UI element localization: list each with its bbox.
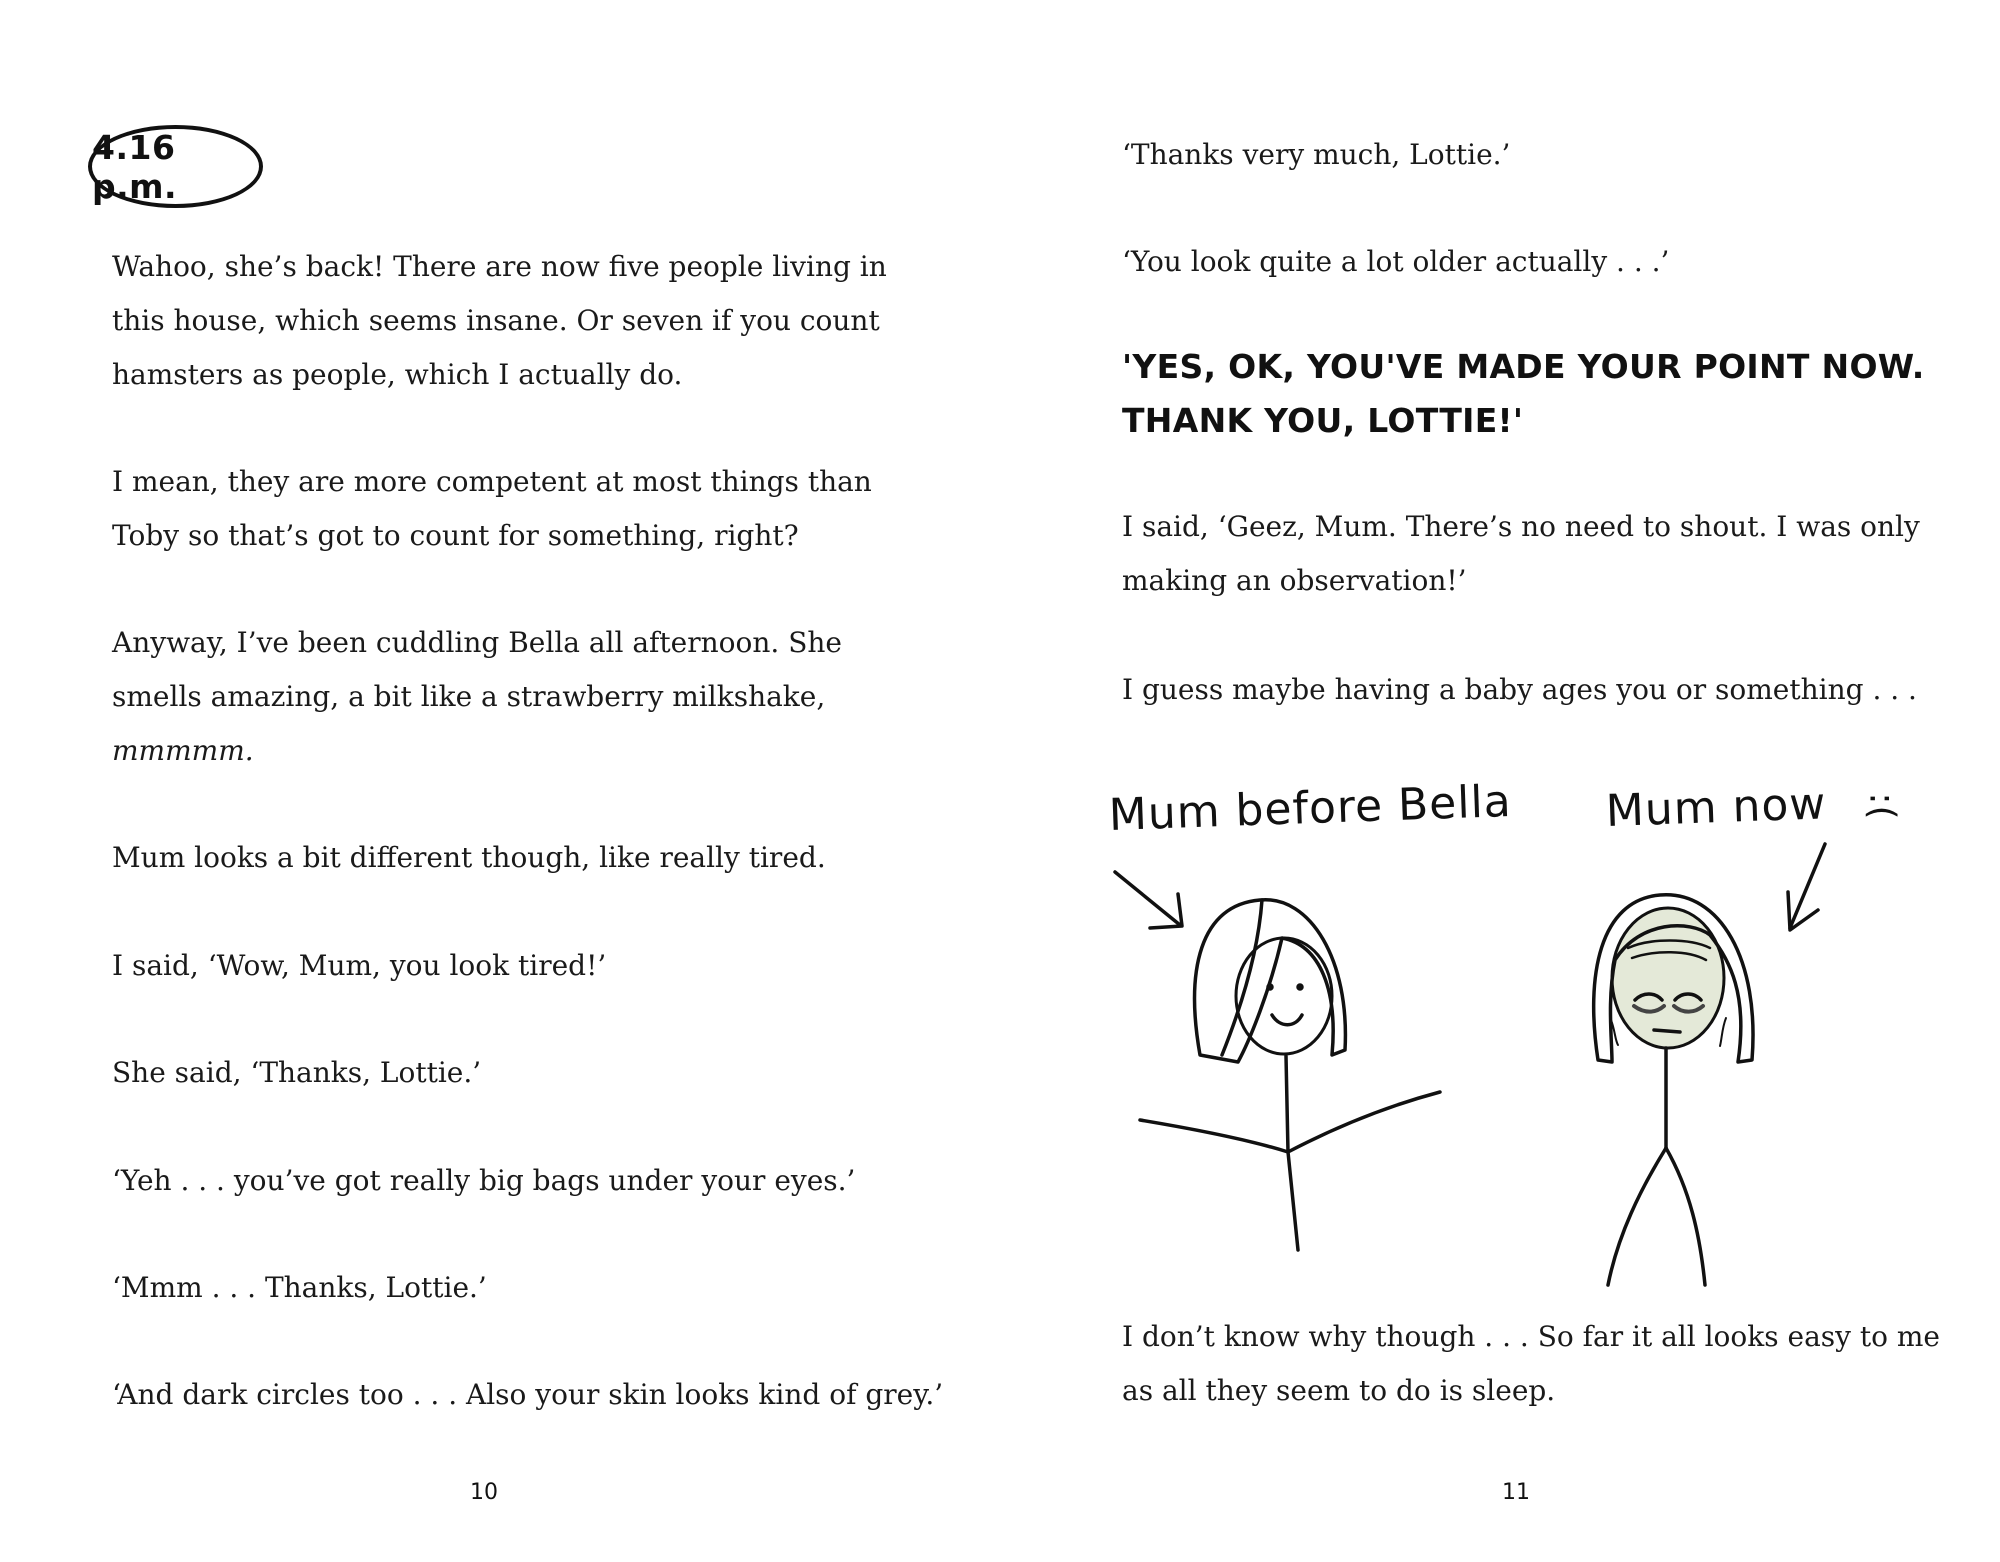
page-number-right: 11 [1502, 1480, 1530, 1505]
happy-mum-face [1236, 938, 1332, 1054]
paragraph-mmm-thanks: ‘Mmm . . . Thanks, Lottie.’ [112, 1271, 487, 1304]
paragraph-look-older: ‘You look quite a lot older actually . . .’ [1122, 245, 1670, 278]
paragraph-mmmmm: mmmmm. [112, 734, 254, 767]
paragraph-baby-ages: I guess maybe having a baby ages you or something . . . [1122, 673, 1917, 706]
paragraph-geez-mum: I said, ‘Geez, Mum. There’s no need to shout. I was only making an observation!’ [1122, 510, 1920, 597]
tired-mum-figure [1594, 895, 1753, 1285]
arrow-before-icon [1115, 872, 1182, 928]
paragraph-dark-circles: ‘And dark circles too . . . Also your skin looks kind of grey.’ [112, 1378, 944, 1411]
paragraph-mum-tired: Mum looks a bit different though, like really tired. [112, 841, 826, 874]
happy-mum-hair [1195, 900, 1346, 1062]
paragraph-thanks-lottie: She said, ‘Thanks, Lottie.’ [112, 1056, 482, 1089]
paragraph-wow-mum: I said, ‘Wow, Mum, you look tired!’ [112, 949, 607, 982]
arrow-now-icon [1788, 844, 1825, 930]
shout-text: 'YES, OK, YOU'VE MADE YOUR POINT NOW. THANK YOU, LOTTIE!' [1122, 347, 1925, 440]
smile-icon [1272, 1015, 1302, 1025]
paragraph-thanks-very-much: ‘Thanks very much, Lottie.’ [1122, 138, 1511, 171]
sad-face-icon: :( [1861, 792, 1903, 821]
paragraph-dont-know-why: I don’t know why though . . . So far it all looks easy to me as all they seem to do is sleep. [1122, 1320, 1940, 1407]
tired-mum-face [1612, 908, 1724, 1048]
label-mum-before-bella: Mum before Bella [1108, 775, 1513, 841]
label-mum-now: Mum now [1605, 778, 1828, 837]
time-badge: 4.16 p.m. [88, 125, 263, 208]
flat-mouth-icon [1654, 1030, 1680, 1032]
mum-illustration [1000, 0, 2000, 1562]
happy-mum-figure [1140, 900, 1440, 1250]
paragraph-big-bags: ‘Yeh . . . you’ve got really big bags under your eyes.’ [112, 1164, 856, 1197]
paragraph-household: Wahoo, she’s back! There are now five people living in this house, which seems insane. Or seven if you count hamsters as people, which I actually do. [112, 250, 887, 391]
page-number-left: 10 [470, 1480, 498, 1505]
paragraph-hamsters: I mean, they are more competent at most things than Toby so that’s got to count for something, right? [112, 465, 872, 552]
paragraph-cuddling: Anyway, I’ve been cuddling Bella all afternoon. She smells amazing, a bit like a strawberry milkshake, [112, 626, 842, 713]
